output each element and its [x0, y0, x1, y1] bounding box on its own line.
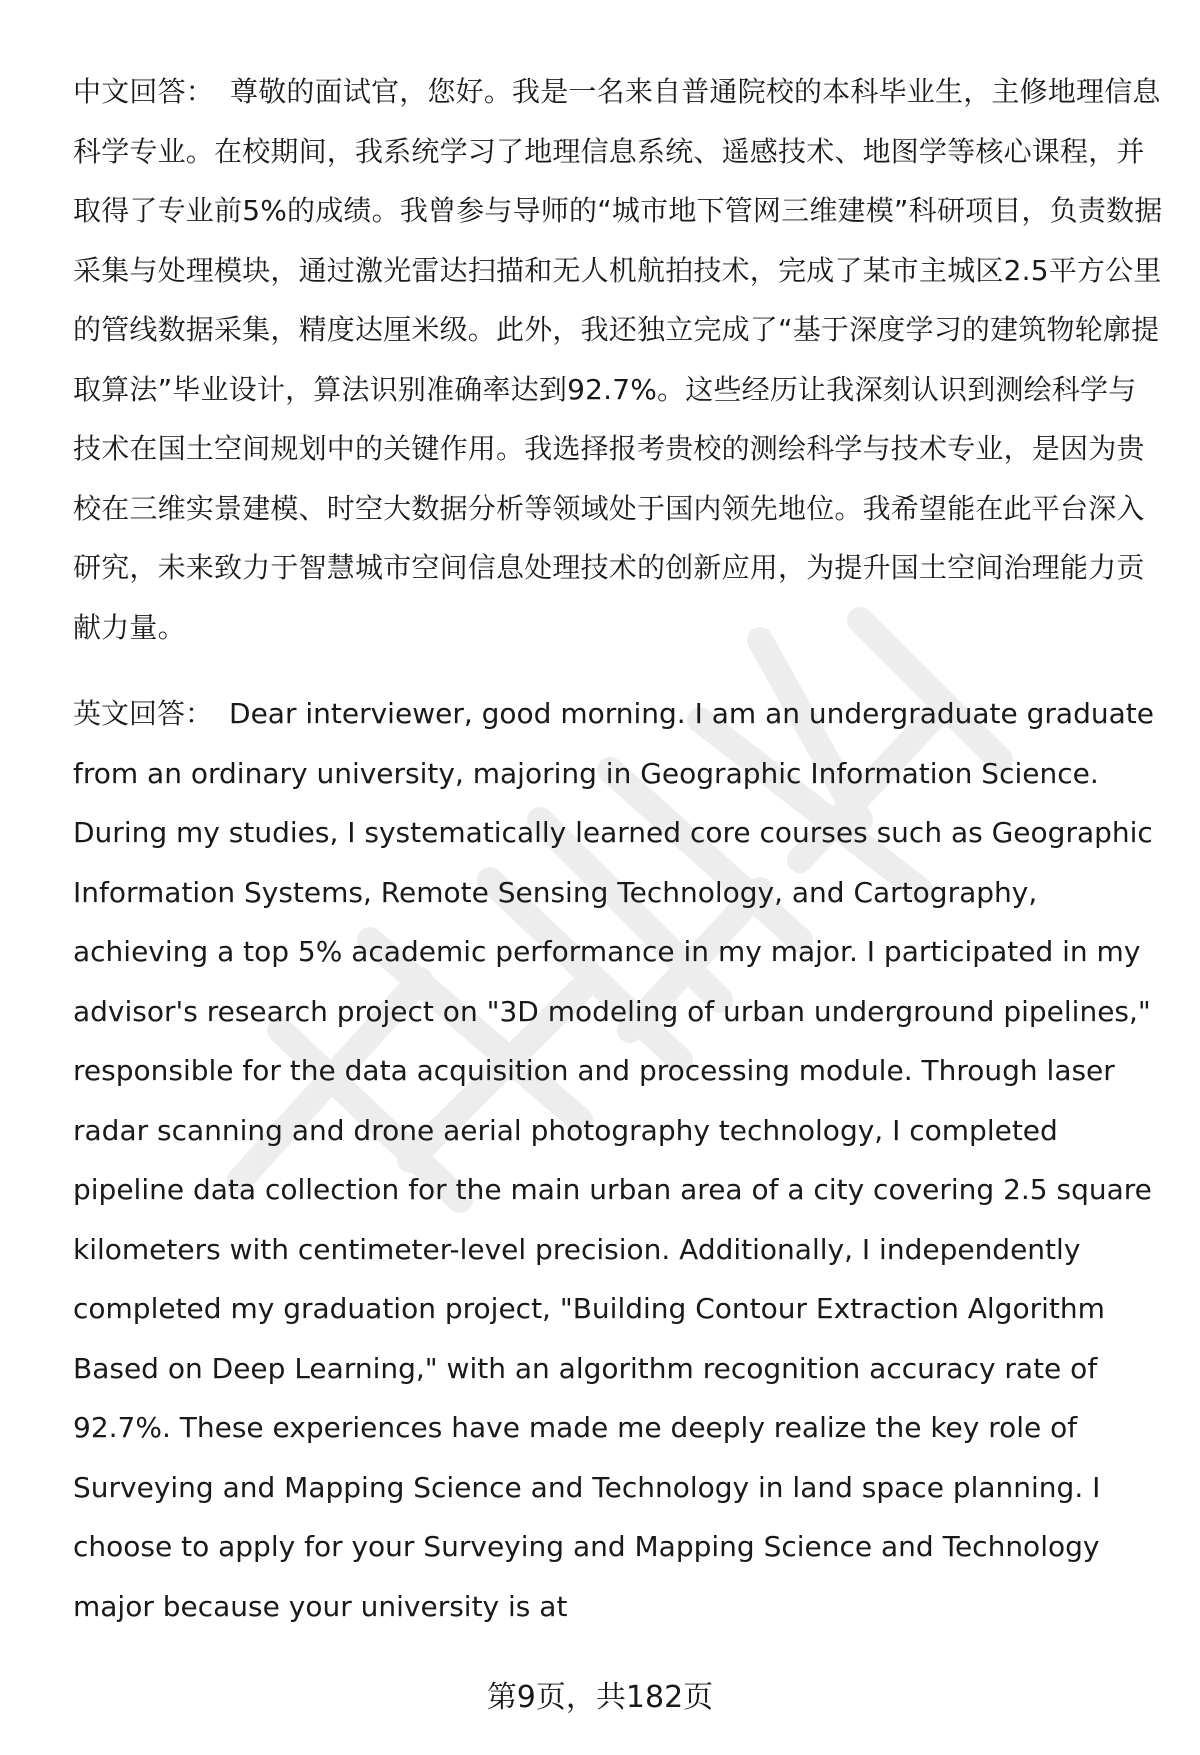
paragraph-spacer: [73, 657, 1163, 684]
chinese-answer-paragraph: [73, 62, 1163, 657]
page-indicator: 第9页，共182页: [486, 1680, 714, 1715]
english-answer-label: 英文回答：: [73, 697, 214, 730]
chinese-answer-text: 尊敬的面试官，您好。我是一名来自普通院校的本科毕业生，主修地理信息科学专业。在校期间，我系统学习了地理信息系统、遥感技术、地图学等核心课程，并取得了专业前5%的成绩。我曾参与导师的“城市地下管网三维建模”科研项目，负责数据采集与处理模块，通过激光雷达扫描和无人机航拍技术，完成了某市主城区2.5平方公里的管线数据采集，精度达厘米级。此外，我还独立完成了“基于深度学习的建筑物轮廓提取算法”毕业设计，算法识别准确率达到92.7%。这些经历让我深刻认识到测绘科学与技术在国土空间规划中的关键作用。我选择报考贵校的测绘科学与技术专业，是因为贵校在三维实景建模、时空大数据分析等领域处于国内领先地位。我希望能在此平台深入研究，未来致力于智慧城市空间信息处理技术的创新应用，为提升国土空间治理能力贡献力量。: [73, 75, 1163, 644]
document-body: [73, 62, 1163, 1636]
english-answer-text: Dear interviewer, good morning. I am an undergraduate graduate from an ordinary university, majoring in Geographic Information Science. During my studies, I systematically learned core courses such as Geographic Information Systems, Remote Sensing Technology, and Cartography, achieving a top 5% academic performance in my major. I participated in my advisor's research project on "3D modeling of urban underground pipelines," responsible for the data acquisition and processing module. Through laser radar scanning and drone aerial photography technology, I completed pipeline data collection for the main urban area of a city covering 2.5 square kilometers with centimeter-level precision. Additionally, I independently completed my graduation project, "Building Contour Extraction Algorithm Based on Deep Learning," with an algorithm recognition accuracy rate of 92.7%. These experiences have made me deeply realize the key role of Surveying and Mapping Science and Technology in land space planning. I choose to apply for your Surveying and Mapping Science and Technology major because your university is at: [73, 697, 1154, 1623]
english-answer-paragraph: [73, 684, 1163, 1636]
chinese-answer-label: 中文回答：: [73, 75, 215, 108]
